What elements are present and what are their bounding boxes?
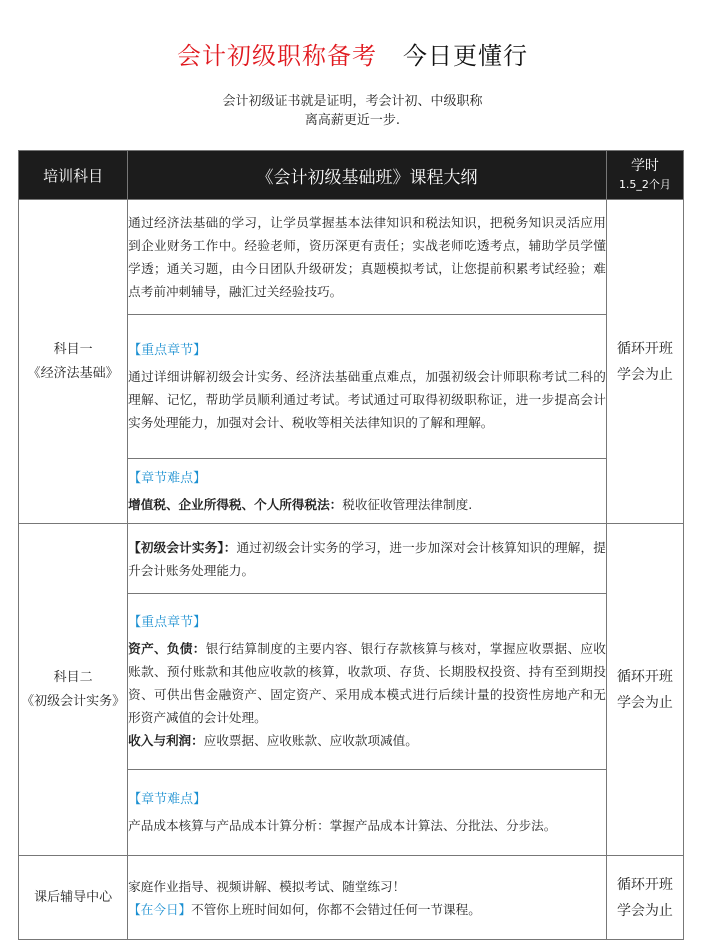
subject2-row-intro	[19, 524, 684, 594]
subject2-intro-text: 通过初级会计实务的学习，进一步加深对会计核算知识的理解，提升会计账务处理能力。	[128, 539, 606, 578]
subject1-intro: 通过经济法基础的学习，让学员掌握基本法律知识和税法知识，把税务知识灵活应用到企业财务工作中。经验老师，资历深更有责任；实战老师吃透考点，辅助学员学懂学透；通关习题，由今日团队升级研发；真题模拟考试，让您提前积累考试经验；难点考前冲刺辅导，融汇过关经验技巧。	[128, 200, 607, 315]
subtitle-line-1: 会计初级证书就是证明，考会计初、中级职称	[222, 94, 483, 109]
title-slogan: 今日更懂行	[403, 42, 528, 70]
support-cycle-line2: 学会为止	[616, 902, 673, 919]
support-line2-wrap	[128, 898, 606, 921]
subject1-key-section	[128, 315, 607, 459]
subject2-key-tag: 【重点章节】	[128, 615, 207, 630]
support-tag: 【在今日】	[128, 901, 192, 917]
support-row	[19, 856, 684, 940]
subject1-difficult-line	[128, 493, 606, 516]
title-highlight: 会计初级职称备考	[177, 42, 377, 70]
subject1-key-tag: 【重点章节】	[128, 343, 207, 358]
support-line2: 不管你上班时间如何，你都不会错过任何一节课程。	[191, 901, 481, 917]
subject1-cycle-line2: 学会为止	[616, 366, 673, 383]
subject1-difficult-bold: 增值税、企业所得税、个人所得税法：	[128, 496, 343, 512]
subject2-difficult-section	[128, 770, 607, 856]
subject2-income-line	[128, 729, 606, 752]
subject1-cell	[19, 200, 128, 524]
table-header-row	[19, 151, 684, 200]
subject2-difficult-tag: 【章节难点】	[128, 792, 207, 807]
subject2-intro-bold: 【初级会计实务】：	[128, 539, 237, 555]
support-name: 课后辅导中心	[19, 856, 128, 940]
subject1-difficult-section	[128, 459, 607, 524]
subject2-income-text: 应收票据、应收账款、应收款项减值。	[203, 733, 418, 748]
subject1-cycle	[606, 200, 683, 524]
subject1-cycle-line1: 循环开班	[616, 340, 673, 357]
support-line1: 家庭作业指导、视频讲解、模拟考试、随堂练习！	[128, 878, 406, 894]
subject2-difficult-text: 产品成本核算与产品成本计算分析：掌握产品成本计算法、分批法、分步法。	[128, 818, 557, 833]
subject2-assets-bold: 资产、负债：	[128, 641, 206, 656]
subject2-cycle-line1: 循环开班	[616, 668, 673, 685]
header-hours-label: 学时	[630, 158, 659, 174]
header-outline: 《会计初级基础班》课程大纲	[128, 151, 607, 200]
subject2-key-section	[128, 594, 607, 770]
support-cycle	[606, 856, 683, 940]
subject2-cycle	[606, 524, 683, 856]
subject2-name: 科目二	[53, 669, 93, 685]
subject2-cycle-line2: 学会为止	[616, 694, 673, 711]
subject2-assets-line	[128, 637, 606, 729]
subject2-income-bold: 收入与利润：	[128, 733, 204, 748]
subject1-book: 《经济法基础》	[27, 365, 119, 381]
subject1-name: 科目一	[53, 341, 93, 357]
page-title	[0, 40, 705, 72]
header-hours	[606, 151, 683, 200]
subject1-difficult-text: 税收征收管理法律制度.	[342, 496, 473, 512]
subject1-difficult-tag: 【章节难点】	[128, 470, 207, 486]
support-cycle-line1: 循环开班	[616, 876, 673, 893]
subject1-key-text: 通过详细讲解初级会计实务、经济法基础重点难点，加强初级会计师职称考试二科的理解、记忆，帮助学员顺利通过考试。考试通过可取得初级职称证，进一步提高会计实务处理能力，加强对会计、税收等相关法律知识的了解和理解。	[128, 369, 606, 430]
subject2-cell	[19, 524, 128, 856]
subject2-intro	[128, 524, 607, 594]
subject2-book: 《初级会计实务》	[21, 693, 126, 709]
course-outline-table	[18, 150, 684, 940]
subject2-assets-text: 银行结算制度的主要内容、银行存款核算与核对，掌握应收票据、应收账款、预付账款和其他应收款的核算，收款项、存货、长期股权投资、持有至到期投资、可供出售金融资产、固定资产、采用成本模式进行后续计量的投资性房地产和无形资产减值的会计处理。	[128, 641, 606, 725]
header-subject: 培训科目	[19, 151, 128, 200]
subtitle	[0, 92, 705, 130]
subject1-row-intro	[19, 200, 684, 315]
support-section	[128, 856, 607, 940]
header-duration: 1.5_2个月	[618, 178, 671, 191]
subtitle-line-2: 离高薪更近一步.	[304, 113, 401, 128]
